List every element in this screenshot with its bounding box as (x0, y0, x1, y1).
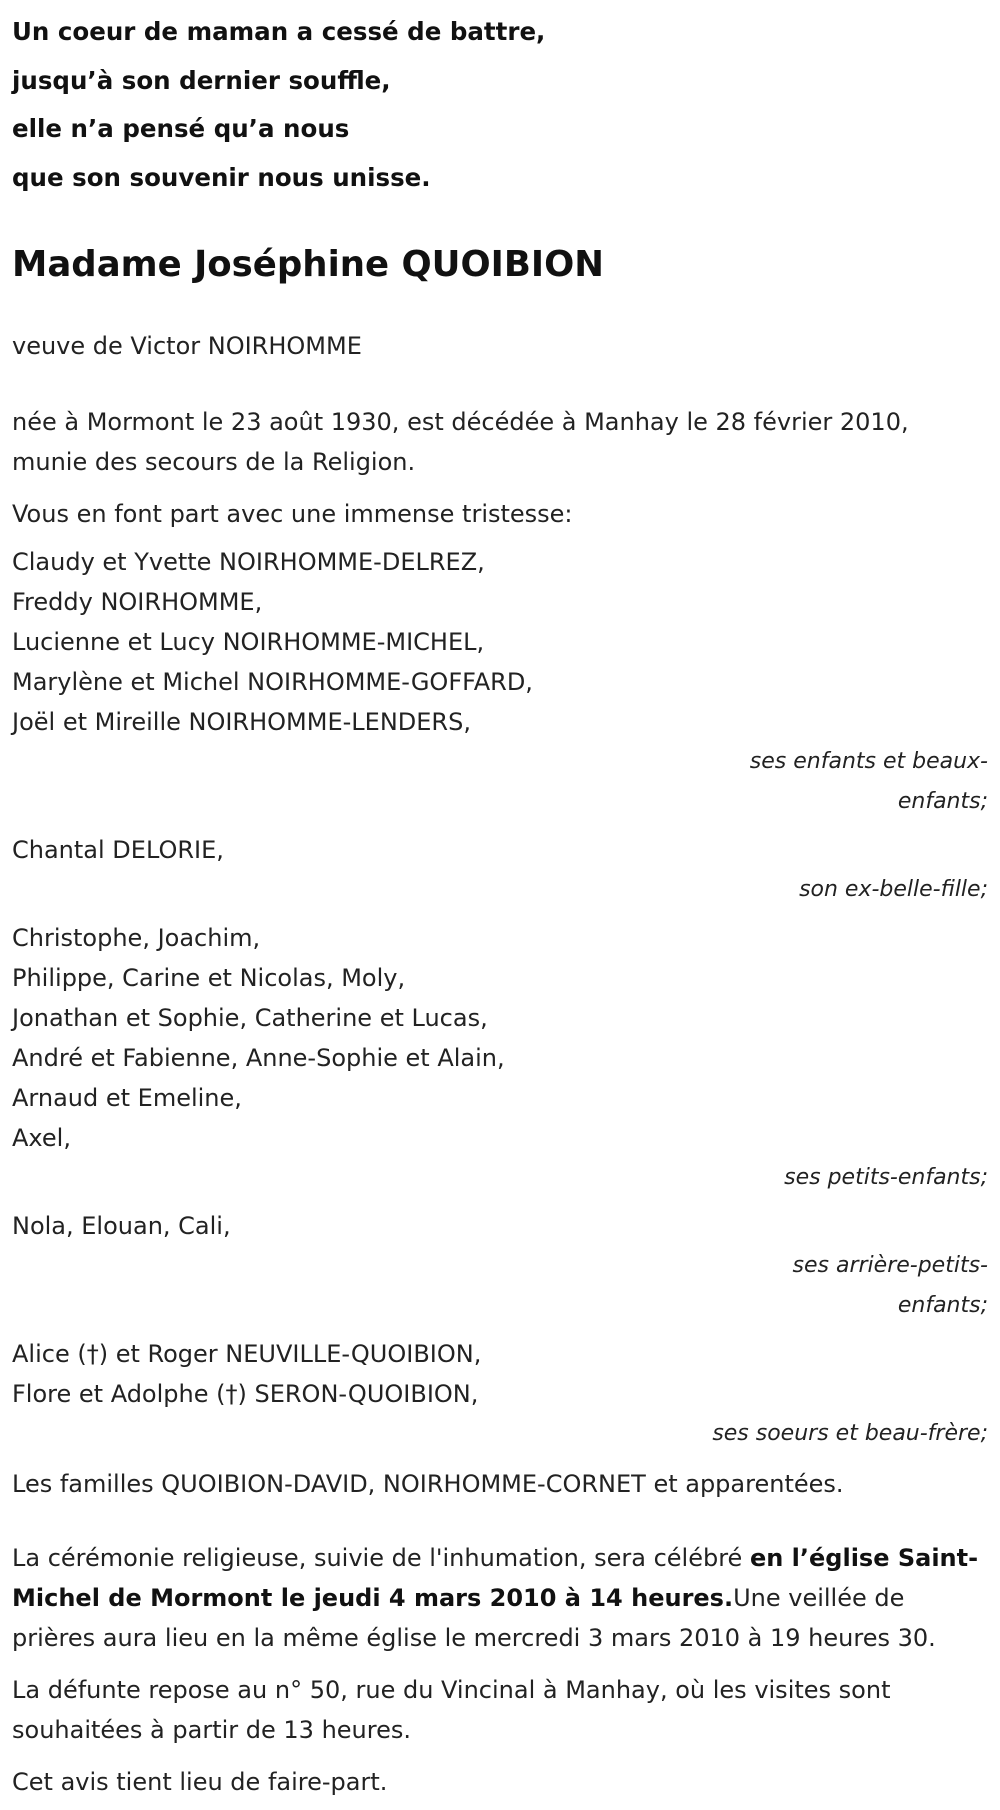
ceremony-place-time: en l’église Saint-Michel de Mormont le jeudi 4 mars 2010 à 14 heures. (12, 1544, 979, 1612)
poem-line: elle n’a pensé qu’a nous (12, 114, 350, 143)
relationship-label: son ex-belle-fille; (799, 877, 988, 902)
rest-place-text: La défunte repose au n° 50, rue du Vincinal à Manhay, où les visites sont souhaitées à partir de 13 heures. (12, 1676, 891, 1744)
poem-line: que son souvenir nous unisse. (12, 162, 431, 192)
children-group (12, 542, 988, 822)
ceremony-vigil: Une veillée de prières aura lieu en la même église le mercredi 3 mars 2010 à 19 heures 30. (12, 1584, 936, 1652)
family-name-line: Freddy NOIRHOMME, (12, 588, 263, 616)
ex-daughter-in-law-group (12, 830, 988, 910)
family-name-line: Axel, (12, 1124, 71, 1152)
ceremony-text (12, 1538, 988, 1658)
relationship-label: ses enfants et beaux-enfants; (749, 749, 988, 814)
great-grandchildren-group (12, 1206, 988, 1326)
closing-text: Cet avis tient lieu de faire-part. (12, 1768, 388, 1796)
family-name-line: Marylène et Michel NOIRHOMME-GOFFARD, (12, 668, 533, 696)
widow-of: veuve de Victor NOIRHOMME (12, 332, 362, 360)
family-name-line: Claudy et Yvette NOIRHOMME-DELREZ, (12, 548, 485, 576)
family-name-line: Arnaud et Emeline, (12, 1084, 242, 1112)
birth-death-text: née à Mormont le 23 août 1930, est décédée à Manhay le 28 février 2010, munie des secours de la Religion. (12, 408, 909, 476)
ceremony-intro: La cérémonie religieuse, suivie de l'inhumation, sera célébré (12, 1544, 750, 1572)
poem-line: jusqu’à son dernier souffle, (12, 65, 391, 95)
family-name-line: André et Fabienne, Anne-Sophie et Alain, (12, 1044, 505, 1072)
relationship-label: ses arrière-petits-enfants; (792, 1253, 988, 1318)
deceased-name: Madame Joséphine QUOIBION (12, 244, 604, 285)
family-name-line: Lucienne et Lucy NOIRHOMME-MICHEL, (12, 628, 485, 656)
relationship-label: ses soeurs et beau-frère; (712, 1421, 988, 1446)
families-text: Les familles QUOIBION-DAVID, NOIRHOMME-CORNET et apparentées. (12, 1470, 844, 1498)
family-name-line: Jonathan et Sophie, Catherine et Lucas, (12, 1004, 488, 1032)
family-name-line: Flore et Adolphe (†) SERON-QUOIBION, (12, 1380, 479, 1408)
family-name-line: Christophe, Joachim, (12, 924, 261, 952)
family-name-line: Chantal DELORIE, (12, 836, 224, 864)
relationship-label: ses petits-enfants; (784, 1165, 988, 1190)
announcement-intro: Vous en font part avec une immense tristesse: (12, 500, 573, 528)
poem-line: Un coeur de maman a cessé de battre, (12, 17, 546, 46)
grandchildren-group (12, 918, 988, 1198)
family-name-line: Philippe, Carine et Nicolas, Moly, (12, 964, 406, 992)
family-name-line: Nola, Elouan, Cali, (12, 1212, 231, 1240)
family-name-line: Joël et Mireille NOIRHOMME-LENDERS, (12, 708, 471, 736)
sisters-group (12, 1334, 988, 1454)
family-name-line: Alice (†) et Roger NEUVILLE-QUOIBION, (12, 1340, 482, 1368)
poem (12, 0, 988, 202)
